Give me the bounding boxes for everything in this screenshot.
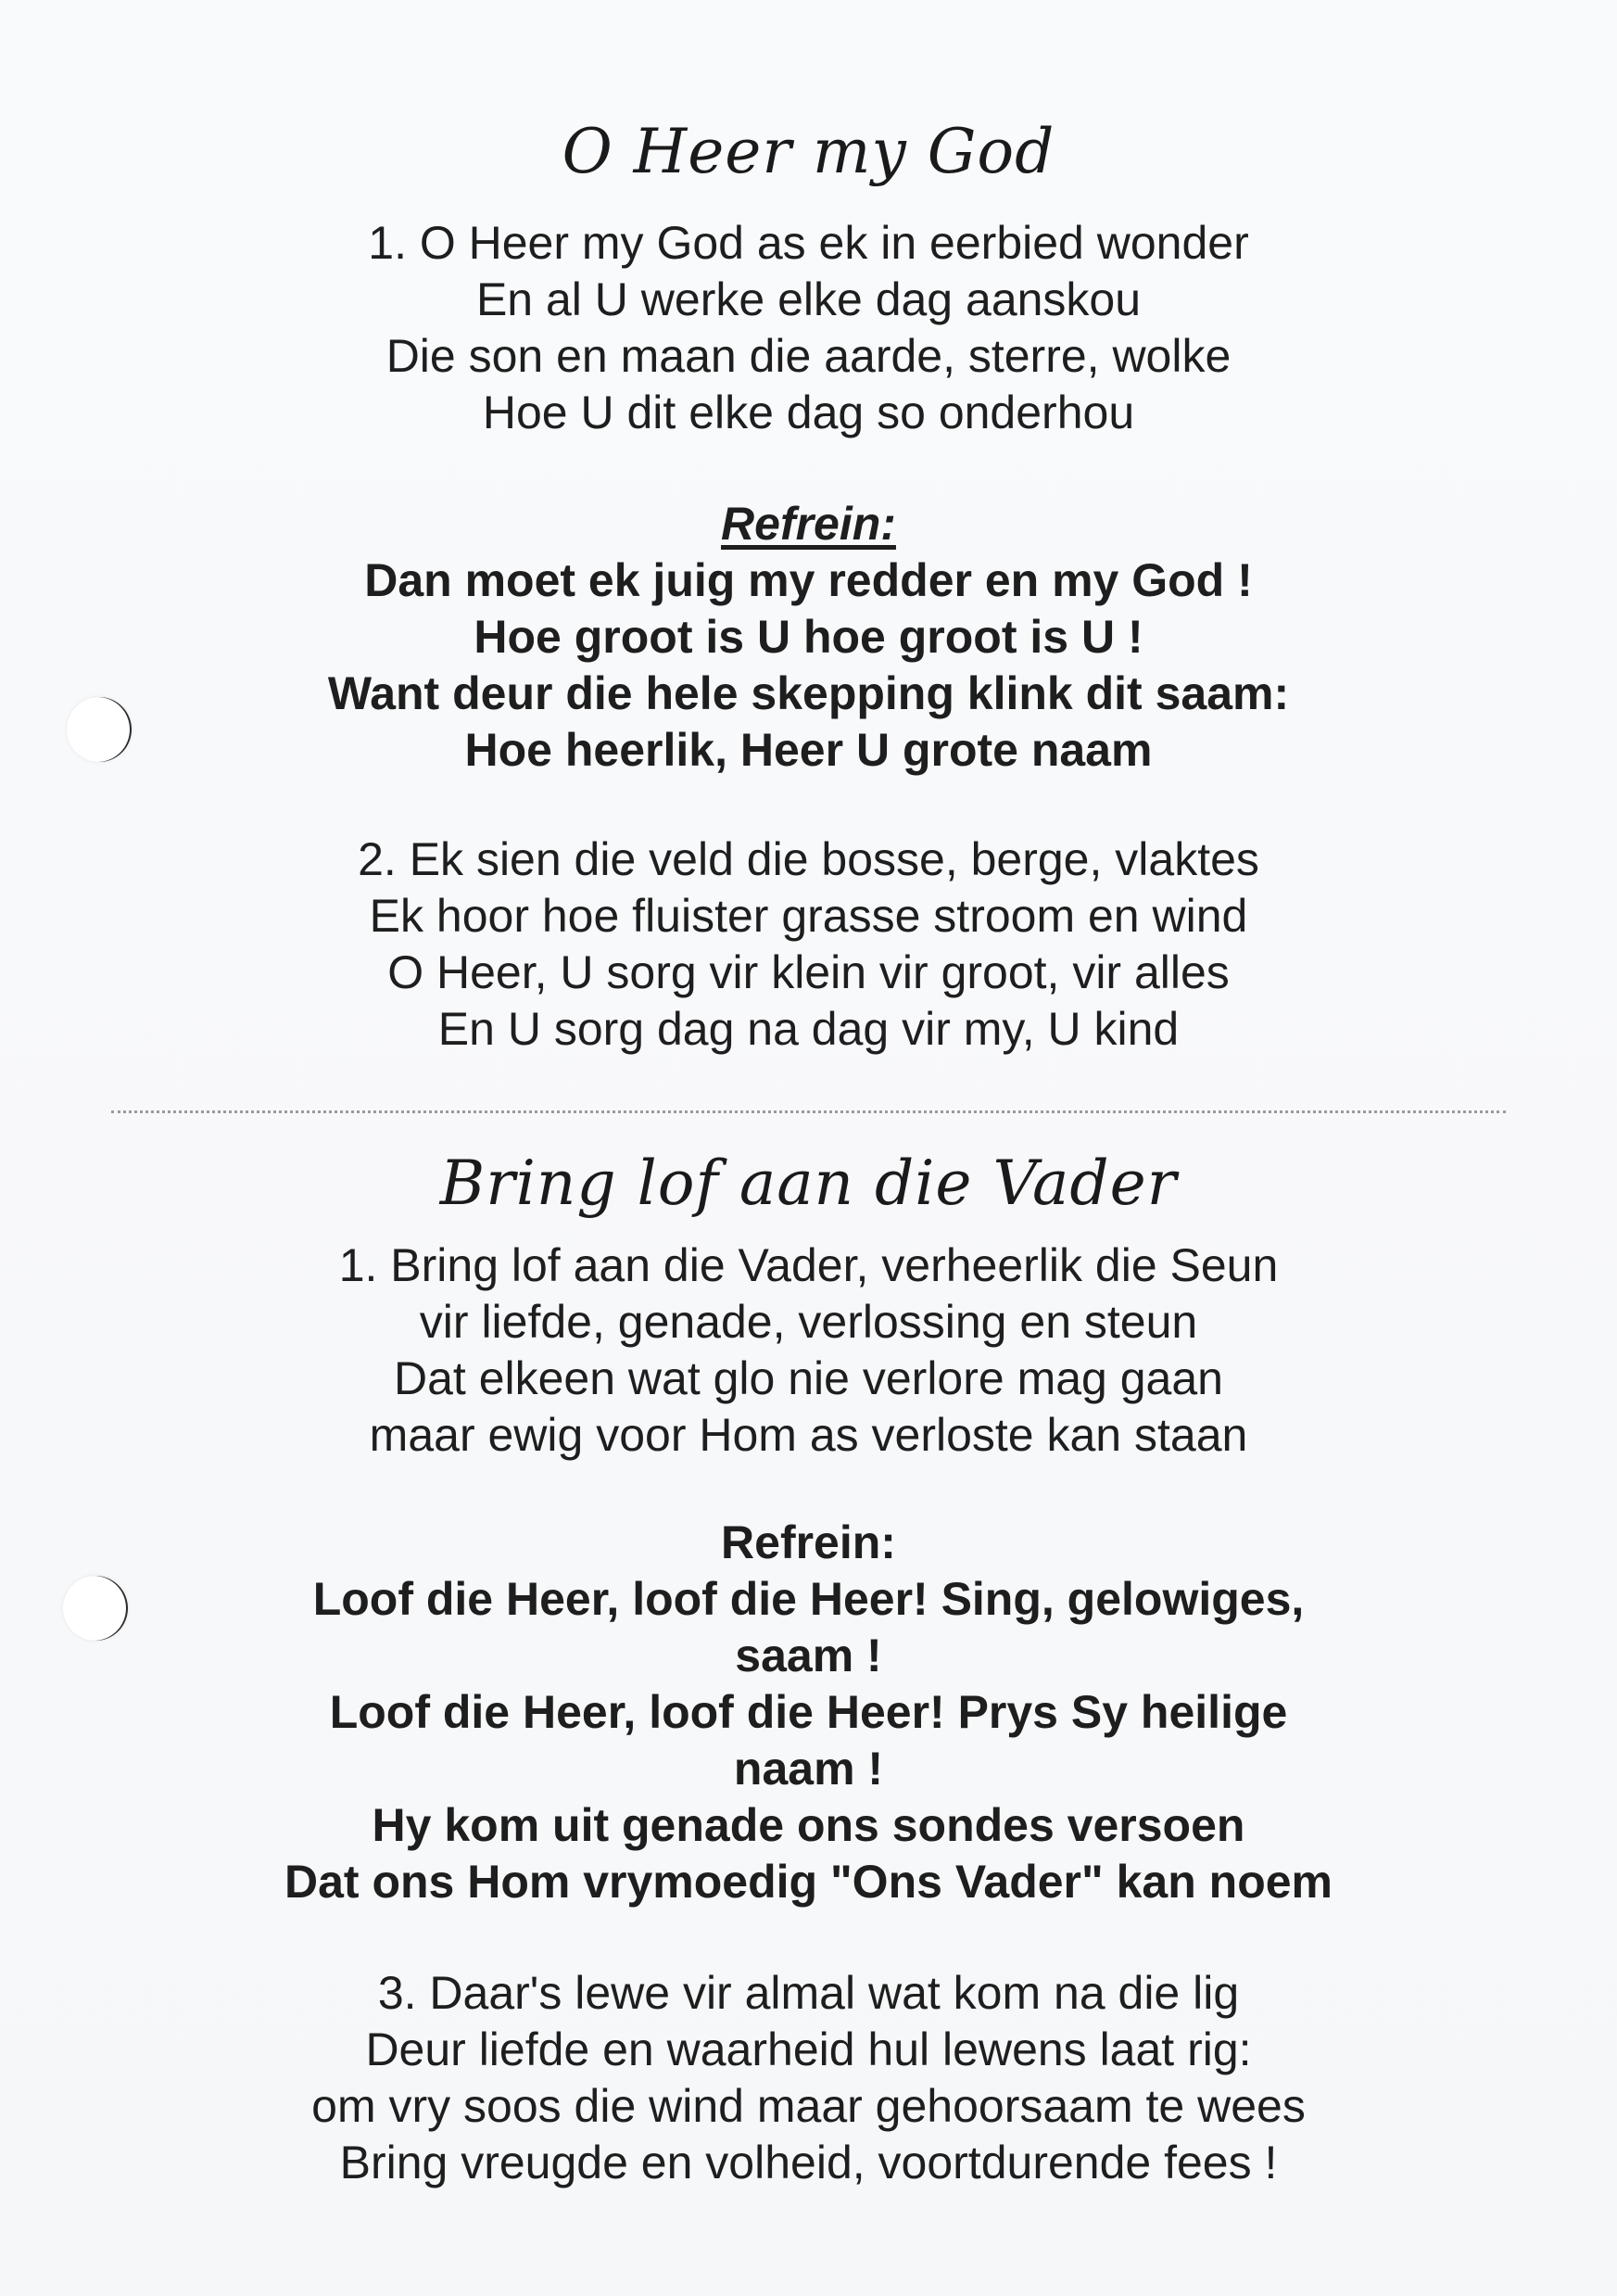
- refrain-line: Hoe heerlik, Heer U grote naam: [464, 724, 1153, 776]
- refrain-line: Hy kom uit genade ons sondes versoen: [372, 1799, 1245, 1851]
- song1-verse-2: [0, 831, 1617, 1058]
- lyric-line: O Heer, U sorg vir klein vir groot, vir alles: [387, 946, 1230, 998]
- lyric-line: Hoe U dit elke dag so onderhou: [482, 387, 1135, 438]
- lyric-line: maar ewig voor Hom as verloste kan staan: [369, 1409, 1248, 1461]
- lyric-line: vir liefde, genade, verlossing en steun: [419, 1296, 1198, 1348]
- lyric-line: 3. Daar's lewe vir almal wat kom na die lig: [377, 1967, 1240, 2019]
- lyric-line: Ek hoor hoe fluister grasse stroom en wind: [369, 890, 1248, 942]
- lyric-line: 2. Ek sien die veld die bosse, berge, vlaktes: [358, 833, 1259, 885]
- lyric-line: Die son en maan die aarde, sterre, wolke: [385, 330, 1232, 382]
- refrain-line: Dat ons Hom vrymoedig "Ons Vader" kan noem: [284, 1856, 1333, 1908]
- refrain-heading: Refrein:: [721, 1516, 896, 1568]
- song2-refrain: [0, 1515, 1617, 1910]
- song-title-bring-lof-aan-die-vader: Bring lof aan die Vader: [439, 1148, 1178, 1219]
- refrain-line: Hoe groot is U hoe groot is U !: [474, 611, 1143, 663]
- song2-verse-1: [0, 1237, 1617, 1464]
- refrain-line: Loof die Heer, loof die Heer! Prys Sy heilige: [329, 1686, 1288, 1738]
- refrain-line: Want deur die hele skepping klink dit saam:: [327, 667, 1290, 719]
- refrain-line: Dan moet ek juig my redder en my God !: [364, 554, 1253, 606]
- refrain-heading: Refrein:: [721, 498, 896, 550]
- lyric-line: Deur liefde en waarheid hul lewens laat rig:: [365, 2023, 1252, 2075]
- refrain-line: saam !: [735, 1630, 882, 1681]
- lyric-line: 1. O Heer my God as ek in eerbied wonder: [368, 217, 1249, 269]
- song1-refrain: [0, 496, 1617, 779]
- lyric-line: Bring vreugde en volheid, voortdurende fees !: [339, 2137, 1278, 2188]
- lyric-line: om vry soos die wind maar gehoorsaam te wees: [311, 2080, 1306, 2132]
- refrain-line: naam !: [733, 1743, 884, 1795]
- lyric-line: Dat elkeen wat glo nie verlore mag gaan: [394, 1352, 1223, 1404]
- song1-verse-1: [0, 215, 1617, 441]
- refrain-line: Loof die Heer, loof die Heer! Sing, gelowiges,: [312, 1573, 1305, 1625]
- lyric-line: En U sorg dag na dag vir my, U kind: [437, 1003, 1180, 1055]
- lyric-line: 1. Bring lof aan die Vader, verheerlik die Seun: [338, 1239, 1279, 1291]
- lyric-line: En al U werke elke dag aanskou: [475, 273, 1142, 325]
- song2-verse-3: [0, 1965, 1617, 2191]
- song-title-o-heer-my-god: O Heer my God: [562, 116, 1055, 187]
- dotted-divider: [111, 1110, 1506, 1113]
